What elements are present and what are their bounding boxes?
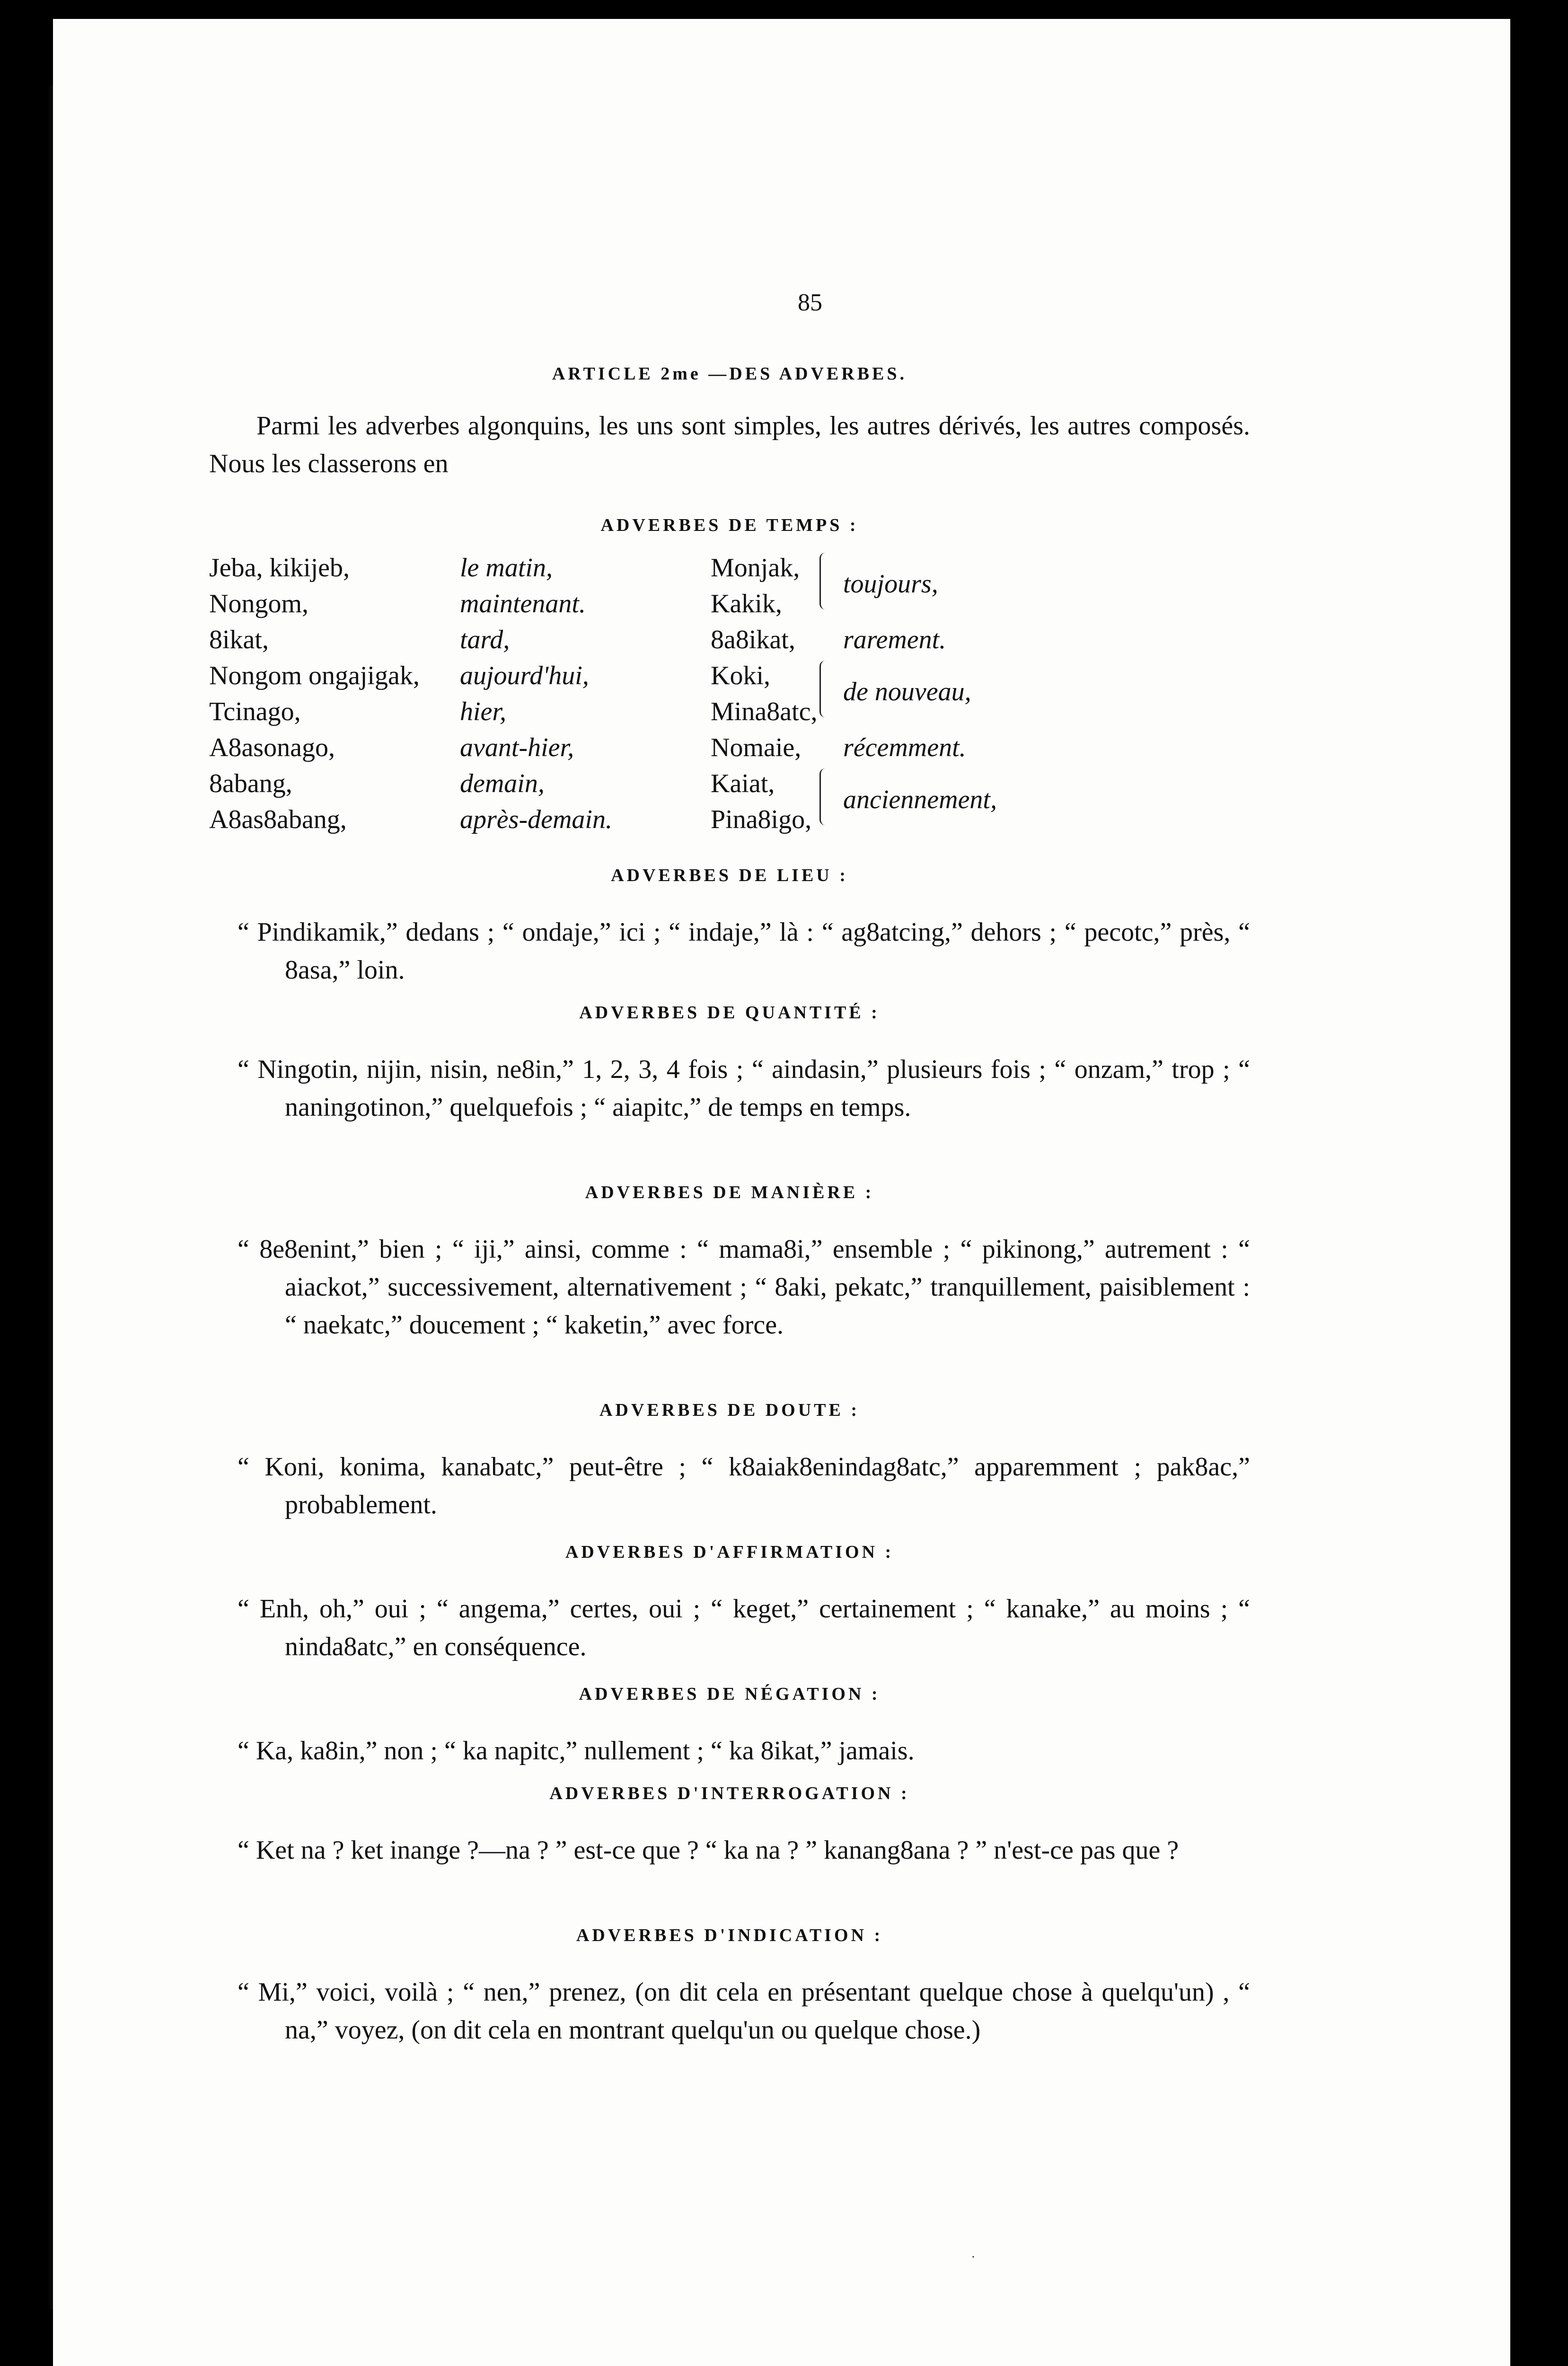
brace-translation: anciennement, xyxy=(843,785,997,814)
paragraph-doute: “ Koni, konima, kanabatc,” peut-être ; “ k8aiak8enindag8atc,” apparemment ; pak8ac,” probablement. xyxy=(238,1452,1250,1519)
word-algonquin: Nomaie, xyxy=(711,733,802,762)
intro-paragraph: Parmi les adverbes algonquins, les uns sont simples, les autres dérivés, les autres composés. Nous les classerons en xyxy=(209,411,1250,478)
word-french: tard, xyxy=(460,625,510,654)
brace-translation: toujours, xyxy=(843,569,938,599)
section-affirmation xyxy=(209,1533,1250,1666)
table-row xyxy=(209,585,1250,621)
brace-translation: de nouveau, xyxy=(843,677,971,706)
word-algonquin: Tcinago, xyxy=(209,697,301,726)
paragraph-affirmation: “ Enh, oh,” oui ; “ angema,” certes, oui ; “ keget,” certainement ; “ kanake,” au moins ; “ ninda8atc,” en conséquence. xyxy=(238,1594,1250,1661)
section-indication xyxy=(209,1916,1250,2049)
paragraph-quantite: “ Ningotin, nijin, nisin, ne8in,” 1, 2, 3, 4 fois ; “ aindasin,” plusieurs fois ; “ onzam,” trop ; “ naningotinon,” quelquefois ; “ aiapitc,” de temps en temps. xyxy=(238,1055,1250,1122)
section-lieu xyxy=(209,856,1250,989)
word-algonquin: Kakik, xyxy=(711,589,782,618)
table-row xyxy=(209,765,1250,814)
word-french: demain, xyxy=(460,769,545,798)
section-doute xyxy=(209,1391,1250,1524)
word-algonquin: Pina8igo, xyxy=(711,805,812,834)
word-french: le matin, xyxy=(460,553,553,583)
table-row xyxy=(209,621,1250,657)
word-algonquin: 8ikat, xyxy=(209,625,269,654)
heading-adverbes-affirmation: ADVERBES D'AFFIRMATION : xyxy=(565,1542,894,1562)
word-algonquin: Koki, xyxy=(711,661,770,690)
word-french: aujourd'hui, xyxy=(460,661,589,690)
word-algonquin: Nongom, xyxy=(209,589,308,618)
table-row xyxy=(209,693,1250,729)
adverbes-temps-table xyxy=(209,549,1250,837)
article-heading: ARTICLE 2me —DES ADVERBES. xyxy=(552,364,907,384)
heading-adverbes-quantite: ADVERBES DE QUANTITÉ : xyxy=(579,1003,880,1023)
word-algonquin: Nongom ongajigak, xyxy=(209,661,420,690)
word-algonquin: Monjak, xyxy=(711,553,800,583)
word-french: rarement. xyxy=(843,625,946,654)
page-number: 85 xyxy=(798,289,822,316)
heading-adverbes-lieu: ADVERBES DE LIEU : xyxy=(611,865,848,885)
word-algonquin: 8abang, xyxy=(209,769,292,798)
section-quantite xyxy=(209,994,1250,1126)
heading-adverbes-doute: ADVERBES DE DOUTE : xyxy=(599,1400,860,1420)
table-row xyxy=(209,801,1250,837)
section-interrogation xyxy=(209,1774,1250,1869)
table-row xyxy=(209,729,1250,765)
word-algonquin: A8asonago, xyxy=(209,733,335,762)
heading-adverbes-maniere: ADVERBES DE MANIÈRE : xyxy=(585,1183,874,1202)
table-row xyxy=(209,549,1250,599)
word-algonquin: Jeba, kikijeb, xyxy=(209,553,350,583)
heading-adverbes-negation: ADVERBES DE NÉGATION : xyxy=(579,1684,881,1704)
word-algonquin: Mina8atc, xyxy=(711,697,818,726)
table-row xyxy=(209,657,1250,706)
heading-adverbes-interrogation: ADVERBES D'INTERROGATION : xyxy=(549,1783,910,1803)
paragraph-negation: “ Ka, ka8in,” non ; “ ka napitc,” nullement ; “ ka 8ikat,” jamais. xyxy=(238,1736,915,1766)
heading-adverbes-temps: ADVERBES DE TEMPS : xyxy=(600,515,859,535)
section-maniere xyxy=(209,1174,1250,1344)
word-french: après-demain. xyxy=(460,805,612,834)
word-algonquin: Kaiat, xyxy=(711,769,775,798)
paragraph-indication: “ Mi,” voici, voilà ; “ nen,” prenez, (on dit cela en présentant quelque chose à quelqu'un) , “ na,” voyez, (on dit cela en montrant quelqu'un ou quelque chose.) xyxy=(238,1978,1250,2045)
print-speck: · xyxy=(971,2249,976,2265)
word-french: avant-hier, xyxy=(460,733,574,762)
word-french: hier, xyxy=(460,697,506,726)
heading-adverbes-indication: ADVERBES D'INDICATION : xyxy=(576,1925,883,1945)
book-page xyxy=(53,19,1510,2366)
paragraph-maniere: “ 8e8enint,” bien ; “ iji,” ainsi, comme : “ mama8i,” ensemble ; “ pikinong,” autrement : “ aiackot,” successivement, alternativement ; “ 8aki, pekatc,” tranquillement, paisiblement : “ naekatc,” doucement ; “ kaketin,” avec force. xyxy=(238,1235,1250,1340)
word-french: récemment. xyxy=(843,733,966,762)
word-algonquin: A8as8abang, xyxy=(209,805,347,834)
section-negation xyxy=(209,1675,1250,1770)
word-french: maintenant. xyxy=(460,589,586,618)
paragraph-interrogation: “ Ket na ? ket inange ?—na ? ” est-ce que ? “ ka na ? ” kanang8ana ? ” n'est-ce pas que ? xyxy=(238,1836,1179,1865)
paragraph-lieu: “ Pindikamik,” dedans ; “ ondaje,” ici ; “ indaje,” là : “ ag8atcing,” dehors ; “ pecotc,” près, “ 8asa,” loin. xyxy=(238,918,1250,985)
word-algonquin: 8a8ikat, xyxy=(711,625,795,654)
